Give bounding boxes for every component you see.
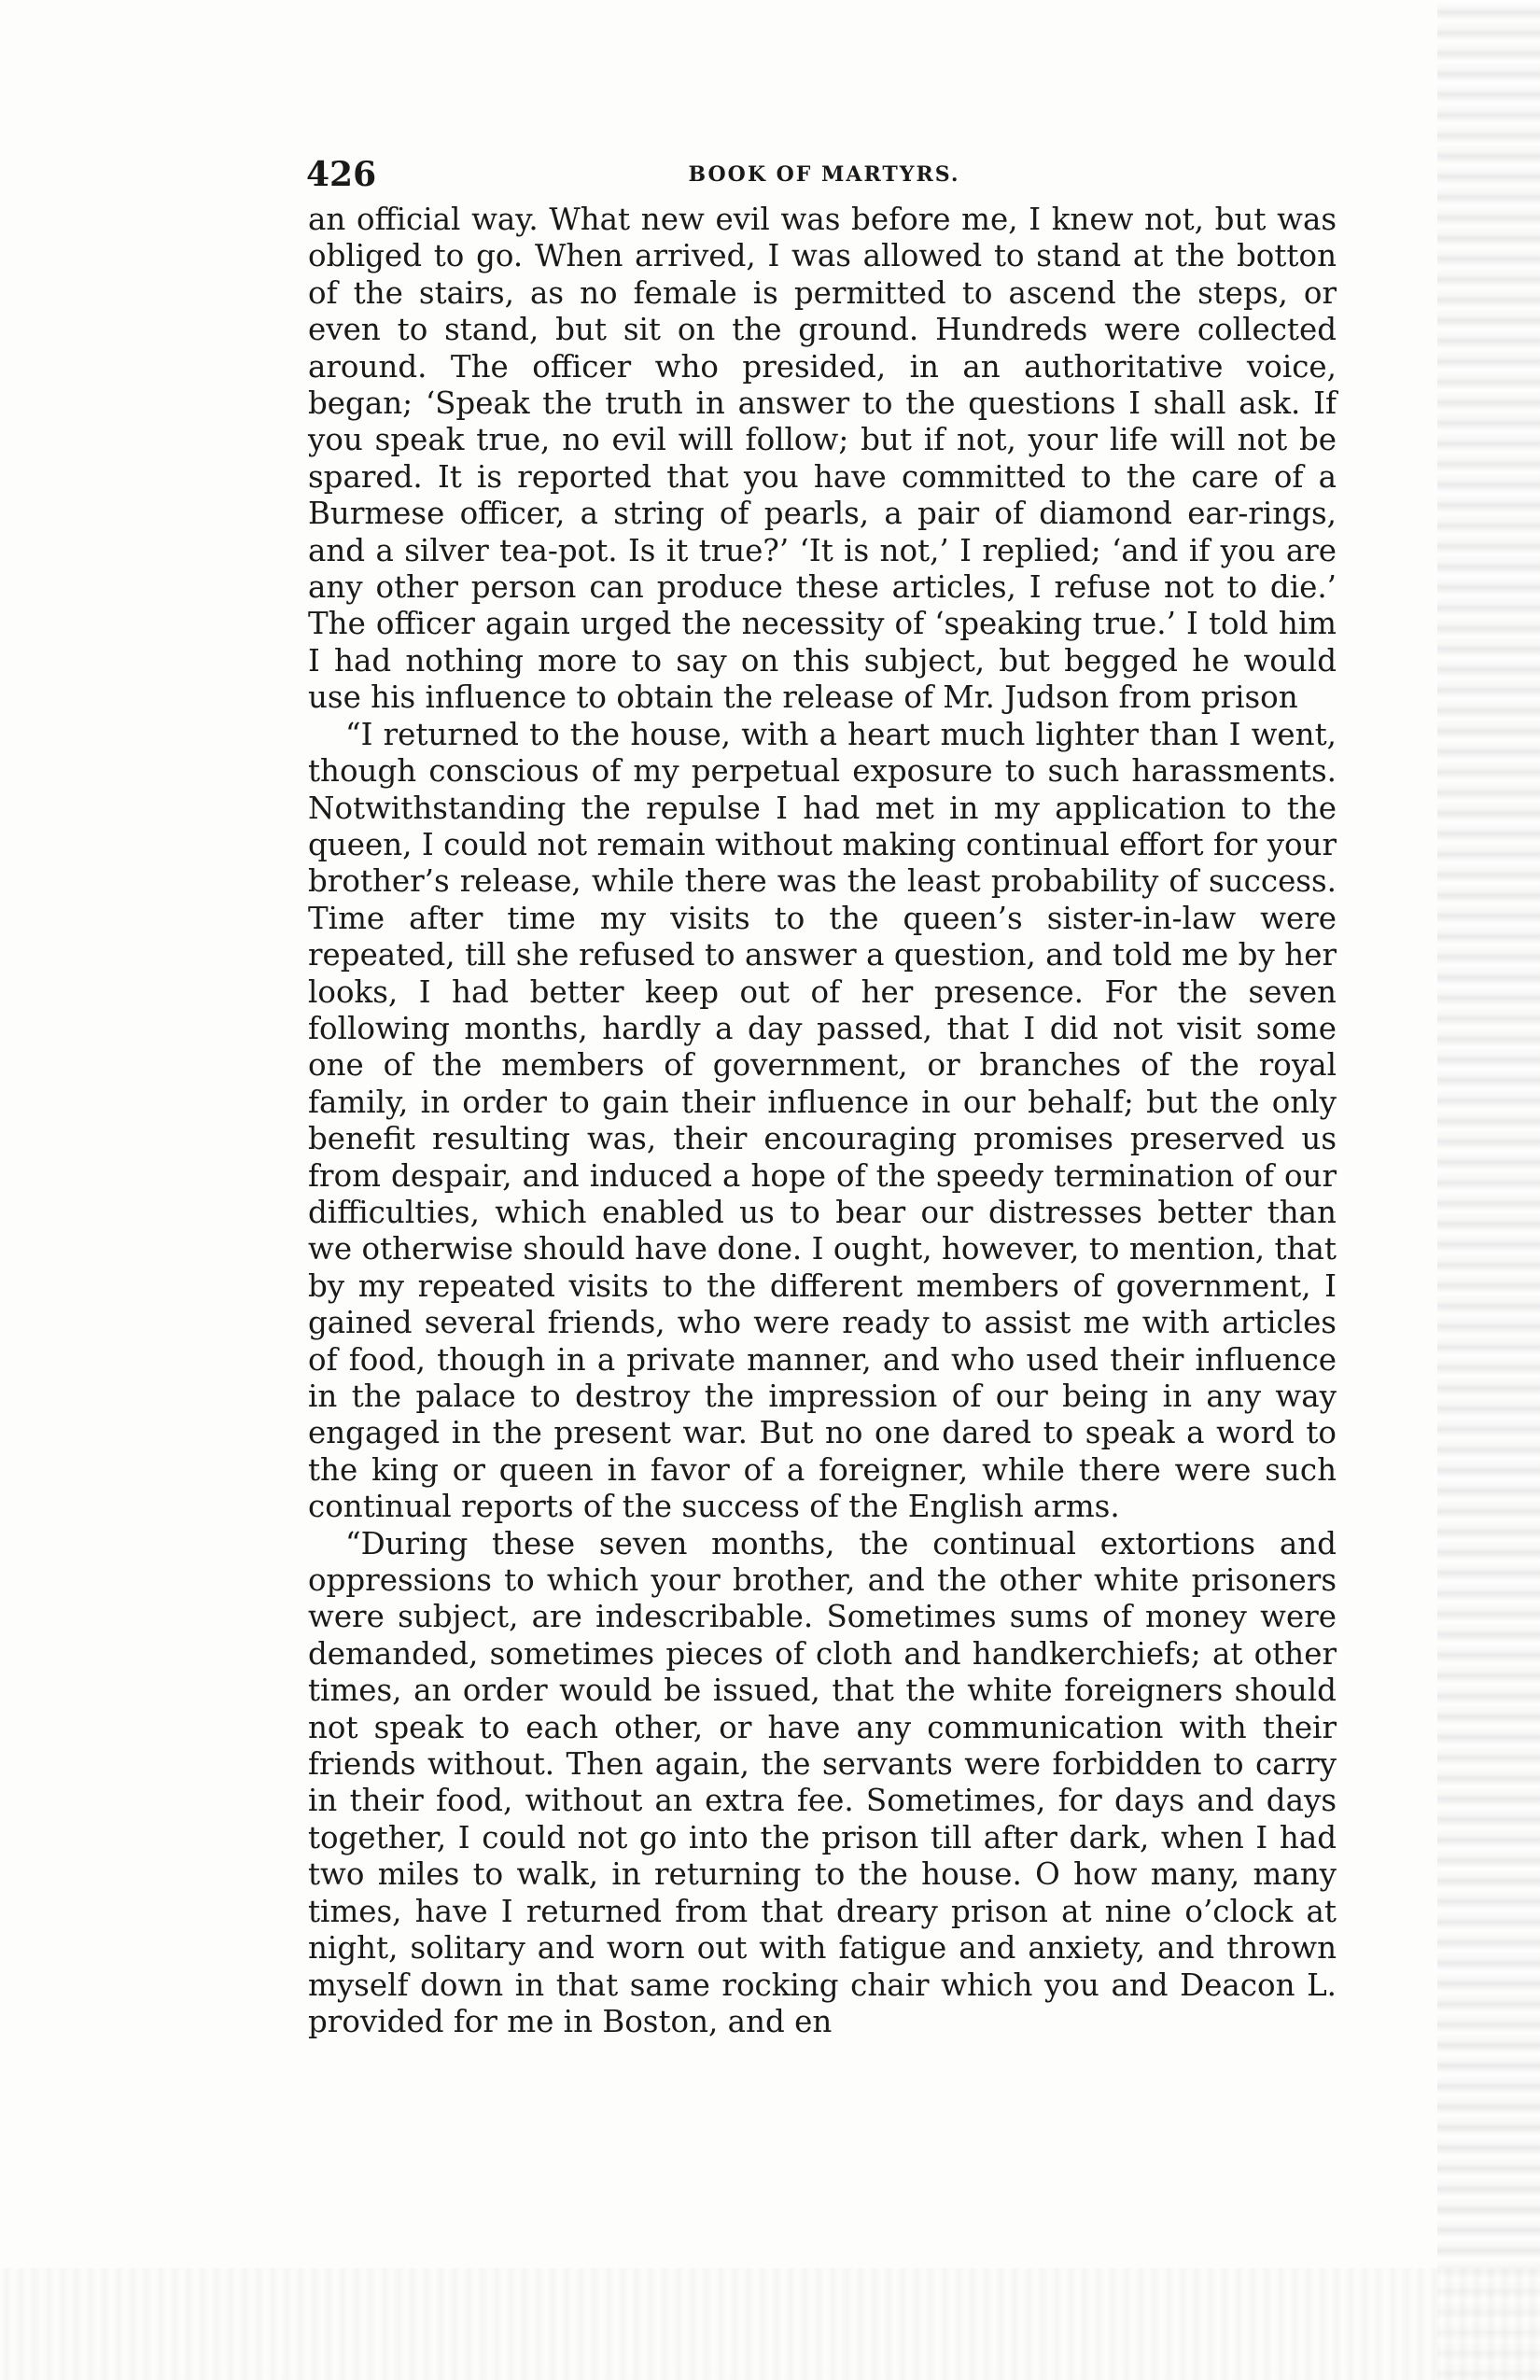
- page-edge-shadow: [1437, 0, 1540, 2380]
- page-header: [306, 155, 1342, 198]
- paragraph-2: “I returned to the house, with a heart much lighter than I went, though conscious of my perpetual exposure to such harassments. Notwithstanding the repulse I had met in my application to the queen, I could not remain without making continual effort for your brother’s release, while there was the least probability of success. Time after time my visits to the queen’s sister-in-law were repeated, till she refused to answer a question, and told me by her looks, I had better keep out of her presence. For the seven following months, hardly a day passed, that I did not visit some one of the members of government, or branches of the royal family, in order to gain their influence in our behalf; but the only benefit resulting was, their encouraging promises preserved us from despair, and induced a hope of the speedy termination of our difficulties, which enabled us to bear our distresses better than we otherwise should have done. I ought, however, to mention, that by my repeated visits to the different members of government, I gained several friends, who were ready to assist me with articles of food, though in a private manner, and who used their influence in the palace to destroy the impression of our being in any way engaged in the present war. But no one dared to speak a word to the king or queen in favor of a foreigner, while there were such continual reports of the success of the English arms.: [308, 716, 1337, 1525]
- running-head: BOOK OF MARTYRS.: [688, 162, 960, 187]
- paragraph-1: an official way. What new evil was before me, I knew not, but was obliged to go. When arrived, I was allowed to stand at the botton of the stairs, as no female is permitted to ascend the steps, or even to stand, but sit on the ground. Hundreds were collected around. The officer who presided, in an authoritative voice, began; ‘Speak the truth in answer to the questions I shall ask. If you speak true, no evil will follow; but if not, your life will not be spared. It is reported that you have committed to the care of a Burmese officer, a string of pearls, a pair of diamond ear-rings, and a silver tea-pot. Is it true?’ ‘It is not,’ I replied; ‘and if you are any other person can produce these articles, I refuse not to die.’ The officer again urged the necessity of ‘speaking true.’ I told him I had nothing more to say on this subject, but begged he would use his influence to obtain the release of Mr. Judson from prison: [308, 202, 1337, 716]
- page-number: 426: [306, 155, 377, 194]
- paragraph-3: “During these seven months, the continual extortions and oppressions to which your brother, and the other white prisoners were subject, are indescribable. Sometimes sums of money were demanded, sometimes pieces of cloth and handkerchiefs; at other times, an order would be issued, that the white foreigners should not speak to each other, or have any communication with their friends without. Then again, the servants were forbidden to carry in their food, without an extra fee. Sometimes, for days and days together, I could not go into the prison till after dark, when I had two miles to walk, in returning to the house. O how many, many times, have I returned from that dreary prison at nine o’clock at night, solitary and worn out with fatigue and anxiety, and thrown myself down in that same rocking chair which you and Deacon L. provided for me in Boston, and en: [308, 1525, 1337, 2039]
- body-text: [308, 202, 1337, 2040]
- page-bottom-margin: [0, 2268, 1540, 2380]
